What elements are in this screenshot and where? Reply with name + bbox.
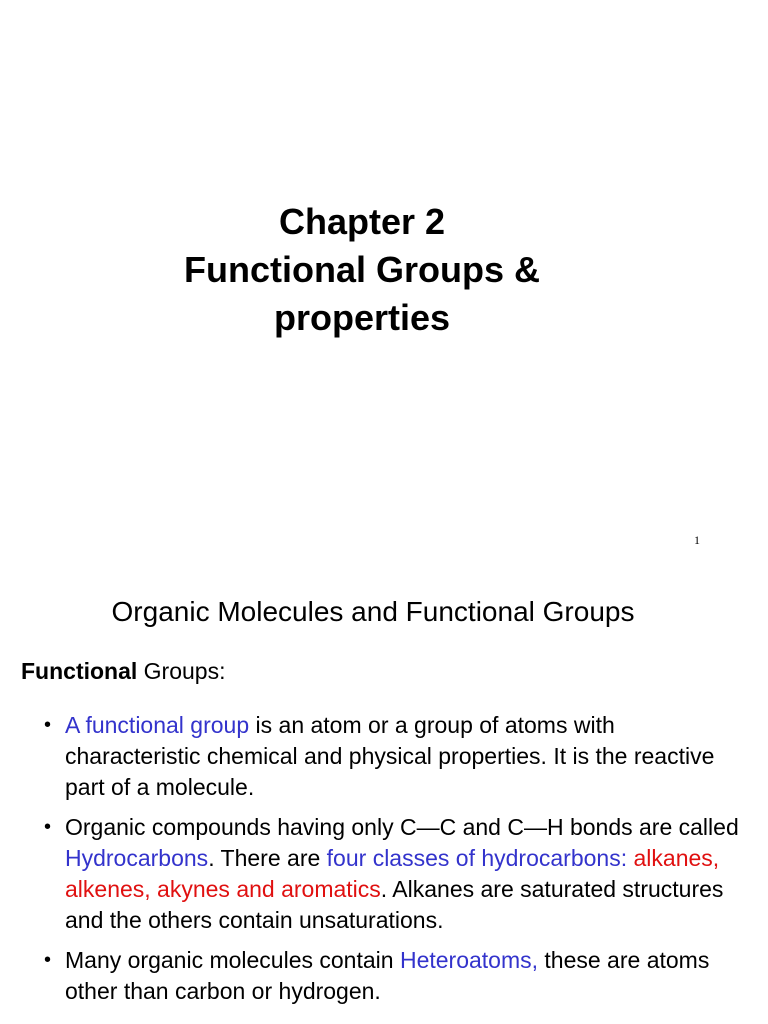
bullet-text-segment: Hydrocarbons (65, 845, 209, 871)
title-line-subtopic: properties (273, 297, 451, 338)
bullet-text-segment: Heteroatoms, (399, 947, 539, 973)
section-label-rest: Groups: (137, 658, 226, 684)
bullet-text-segment: alkanes, alkenes, akynes and aromatics (65, 845, 720, 902)
bullet-text-segment: four classes of hydrocarbons: (326, 845, 628, 871)
bullet-list (44, 710, 744, 1016)
bullet-item (44, 945, 744, 1007)
page-number: 1 (694, 533, 700, 547)
content-slide (0, 560, 768, 1024)
title-line-chapter: Chapter 2 (278, 201, 446, 242)
bullet-dot-icon: • (44, 949, 52, 971)
bullet-text-segment: Organic compounds having only C—C and C—H bonds are called (65, 814, 739, 840)
bullet-text-segment: Many organic molecules contain (65, 947, 400, 973)
bullet-item (44, 812, 744, 936)
bullet-text-segment: A functional group (65, 712, 250, 738)
bullet-text-segment: . Alkanes are saturated structures and the others contain unsaturations. (65, 876, 724, 933)
section-label (21, 656, 226, 686)
bullet-dot-icon: • (44, 816, 52, 838)
bullet-text-segment: these are atoms other than carbon or hydrogen. (65, 947, 710, 1004)
bullet-dot-icon: • (44, 714, 52, 736)
section-label-bold: Functional (21, 658, 138, 684)
bullet-text-segment: is an atom or a group of atoms with characteristic chemical and physical properties. It is the reactive part of a molecule. (65, 712, 715, 800)
bullet-text-segment: . There are (208, 845, 327, 871)
bullet-item (44, 710, 744, 803)
slide-title (0, 198, 724, 342)
slide-heading: Organic Molecules and Functional Groups (111, 596, 635, 627)
title-line-topic: Functional Groups & (184, 249, 540, 290)
